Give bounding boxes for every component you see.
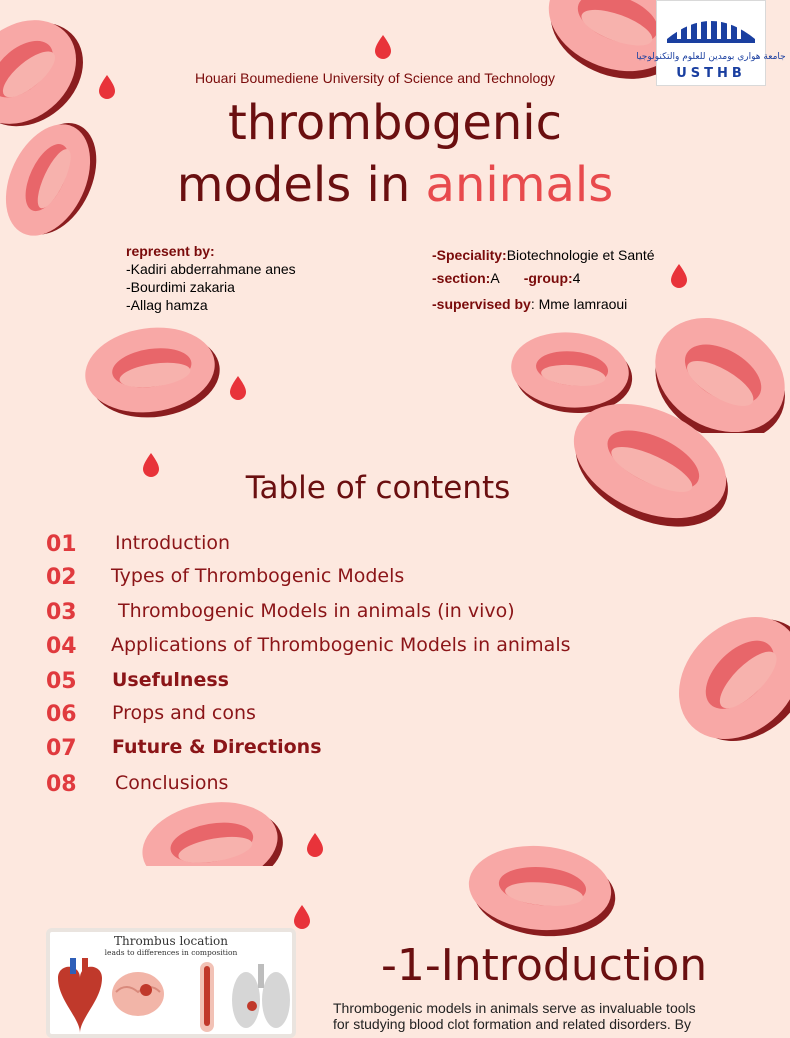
introduction-body xyxy=(333,1000,733,1032)
toc-number: 05 xyxy=(46,669,77,694)
section-value: A xyxy=(490,270,500,286)
vein-icon xyxy=(200,962,214,1032)
toc-label: Types of Thrombogenic Models xyxy=(111,565,405,587)
speciality-value: Biotechnologie et Santé xyxy=(506,247,655,263)
title-slide xyxy=(0,0,786,433)
title-line-2-prefix: models in xyxy=(176,157,411,213)
figure-title: Thrombus location xyxy=(113,934,228,948)
presentation-title xyxy=(0,92,790,216)
author-name: -Kadiri abderrahmane anes xyxy=(126,261,296,277)
author-name: -Allag hamza xyxy=(126,297,208,313)
supervised-value: : Mme lamraoui xyxy=(530,296,628,312)
author-name: -Bourdimi zakaria xyxy=(126,279,235,295)
toc-label: Applications of Thrombogenic Models in animals xyxy=(111,634,571,656)
blood-drop-icon xyxy=(307,833,323,857)
title-line-2 xyxy=(0,154,790,216)
toc-number: 02 xyxy=(46,565,77,590)
introduction-title: -1-Introduction xyxy=(381,940,708,991)
title-line-1: thrombogenic xyxy=(227,95,563,151)
brain-icon xyxy=(112,972,164,1016)
university-name: Houari Boumediene University of Science and Technology xyxy=(194,70,556,86)
group-value: 4 xyxy=(572,270,581,286)
section-group-line xyxy=(432,270,580,286)
svg-text:جامعة هواري بومدين للعلوم والت: جامعة هواري بومدين للعلوم والتكنولوجيا xyxy=(636,52,786,62)
title-accent-word: animals xyxy=(425,157,614,213)
svg-text:USTHB: USTHB xyxy=(676,66,746,81)
toc-label: Introduction xyxy=(115,532,231,554)
toc-label: Thrombogenic Models in animals (in vivo) xyxy=(118,600,515,622)
toc-label: Props and cons xyxy=(112,702,256,724)
blood-drop-icon xyxy=(294,905,310,929)
toc-number: 07 xyxy=(46,736,77,761)
toc-number: 08 xyxy=(46,772,77,797)
heart-icon xyxy=(58,958,102,1033)
lungs-icon xyxy=(232,964,290,1028)
blood-cells-decoration xyxy=(0,0,768,433)
toc-number: 03 xyxy=(46,600,77,625)
toc-title: Table of contents xyxy=(245,470,511,506)
blood-drop-icon xyxy=(375,35,391,59)
supervised-label: -supervised by xyxy=(432,296,531,312)
speciality-line xyxy=(432,247,655,263)
toc-number: 01 xyxy=(46,532,77,557)
toc-label: Future & Directions xyxy=(112,736,322,758)
thrombus-location-figure xyxy=(46,928,296,1038)
group-label: -group: xyxy=(523,270,573,286)
toc-label: Conclusions xyxy=(115,772,229,794)
introduction-line: Thrombogenic models in animals serve as invaluable tools xyxy=(333,1000,696,1016)
supervisor-line xyxy=(432,296,627,312)
toc-number: 06 xyxy=(46,702,77,727)
represent-label: represent by: xyxy=(126,243,215,259)
authors-block xyxy=(126,242,296,314)
speciality-label: -Speciality: xyxy=(432,247,507,263)
blood-cell-icon xyxy=(654,589,790,768)
toc-label: Usefulness xyxy=(112,669,229,691)
blood-drop-icon xyxy=(230,376,246,400)
blood-drop-icon xyxy=(671,264,687,288)
blood-cell-icon xyxy=(80,319,226,426)
section-label: -section: xyxy=(432,270,491,286)
toc-number: 04 xyxy=(46,634,77,659)
introduction-line: for studying blood clot formation and related disorders. By xyxy=(333,1016,691,1032)
figure-subtitle: leads to differences in composition xyxy=(104,948,238,957)
anatomy-illustrations xyxy=(50,958,292,1038)
